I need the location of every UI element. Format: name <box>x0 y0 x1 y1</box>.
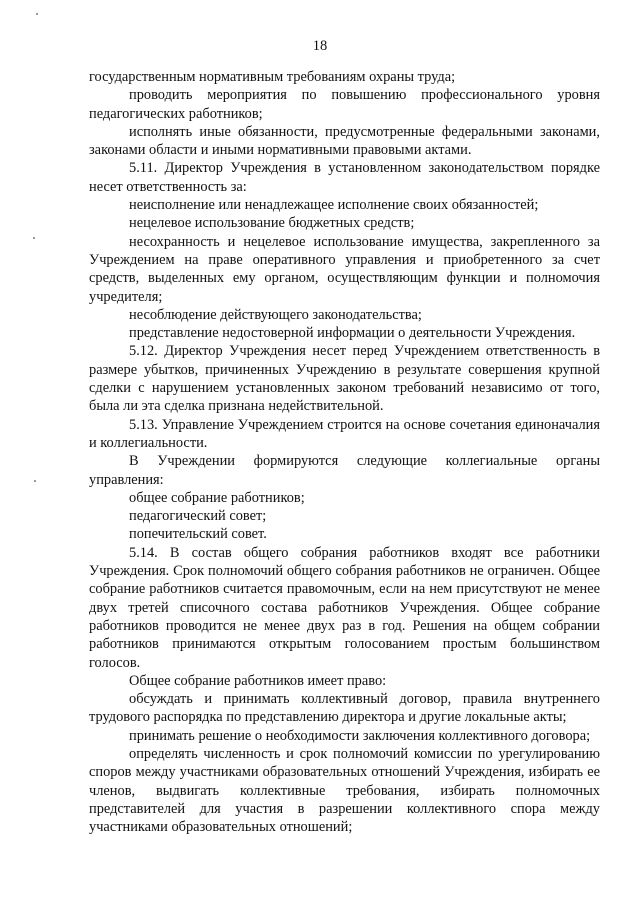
paragraph: исполнять иные обязанности, предусмотренные федеральными законами, законами области и иными нормативными правовыми актами. <box>89 123 600 159</box>
paragraph: 5.13. Управление Учреждением строится на основе сочетания единоначалия и коллегиальности. <box>89 416 600 451</box>
paragraph: нецелевое использование бюджетных средств; <box>129 215 415 232</box>
paragraph: представление недостоверной информации о деятельности Учреждения. <box>129 325 576 342</box>
paragraph: 5.12. Директор Учреждения несет перед Учреждением ответственность в размере убытков, причиненных Учреждению в результате совершения крупной сделки с нарушением установленных законом требований независимо от того, была ли эта сделка признана недействительной. <box>89 343 600 415</box>
paragraph: несохранность и нецелевое использование имущества, закрепленного за Учреждением на праве оперативного управления и приобретенного за счет средств, выделенных ему органом, осуществляющим функции и полномочия учредителя; <box>89 233 600 305</box>
paragraph: В Учреждении формируются следующие коллегиальные органы управления: <box>89 453 600 488</box>
paragraph: неисполнение или ненадлежащее исполнение своих обязанностей; <box>129 197 539 214</box>
page-number: 18 <box>312 38 328 54</box>
paragraph: проводить мероприятия по повышению профессионального уровня педагогических работников; <box>89 87 600 122</box>
paragraph: педагогический совет; <box>129 508 267 525</box>
paragraph: обсуждать и принимать коллективный договор, правила внутреннего трудового распорядка по представлению директора и другие локальные акты; <box>89 691 600 726</box>
paragraph: принимать решение о необходимости заключения коллективного договора; <box>129 727 591 744</box>
paragraph: 5.11. Директор Учреждения в установленном законодательством порядке несет ответственность за: <box>89 160 600 195</box>
paragraph: государственным нормативным требованиям охраны труда; <box>89 69 456 85</box>
paragraph: 5.14. В состав общего собрания работников входят все работники Учреждения. Срок полномочий общего собрания работников не ограничен. Общее собрание работников считается правомочным, если на нем присутствуют не менее двух третей списочного состава работников Учреждения. Общее собрание работников проводится не менее двух раз в год. Решения на общем собрании работников принимаются открытым голосованием простым большинством голосов. <box>89 544 600 671</box>
paragraph: определять численность и срок полномочий комиссии по урегулированию споров между участниками образовательных отношений Учреждения, избирать ее членов, выдвигать коллективные требования, избирать полномочных представителей для участия в разрешении коллективного спора между участниками образовательных отношений; <box>89 745 600 836</box>
paragraph: попечительский совет. <box>129 526 267 543</box>
scan-speck <box>36 13 38 15</box>
paragraph: несоблюдение действующего законодательства; <box>129 306 422 323</box>
scan-speck <box>33 237 35 239</box>
paragraph: Общее собрание работников имеет право: <box>129 672 387 689</box>
document-body <box>89 68 600 836</box>
paragraph: общее собрание работников; <box>129 489 305 506</box>
scan-speck <box>34 480 36 482</box>
